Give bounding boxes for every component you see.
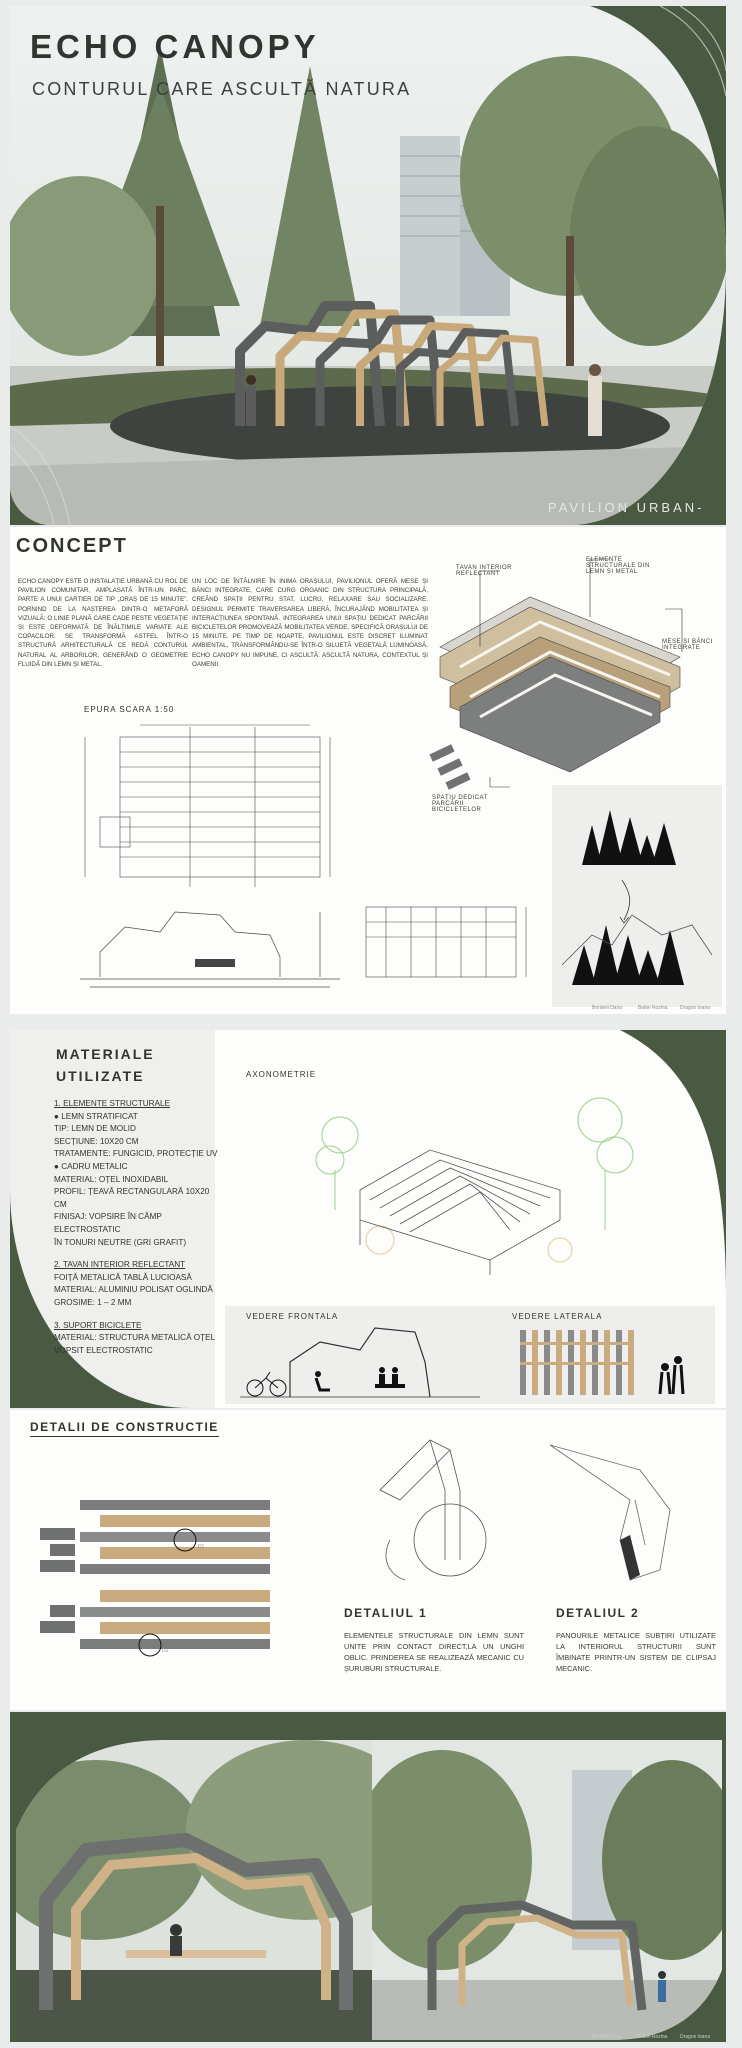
epura-elevation-drawing [356,887,536,997]
material-3-line-2: VOPSIT ELECTROSTATIC [54,1345,153,1355]
detail-1-drawing [360,1430,510,1590]
material-2-line-3: GROSIME: 1 – 2 MM [54,1297,132,1307]
render-left [16,1740,376,2040]
axonometrie-drawing [280,1080,700,1280]
vedere-laterala-drawing [510,1322,710,1402]
concept-exploded-diagram [420,537,710,807]
detail-1-text: ELEMENTELE STRUCTURALE DIN LEMN SUNT UNITE PRIN CONTACT DIRECT,LA UN UNGHI OBLIC. PRINDEREA SE REALIZEAZĂ MECANIC CU ȘURUBURI STRUCTURALE. [344,1631,524,1673]
material-2-line-2: MATERIAL: ALUMINIU POLISAT OGLINDĂ [54,1285,213,1295]
pavilion-tag: PAVILION URBAN- [548,500,705,515]
metaphor-box [552,785,722,1007]
detail-2-drawing [550,1440,690,1590]
callout-bikes: SPAȚIU DEDICAT PARCĂRII BICICLETELOR [432,795,488,813]
renders-panel [10,1712,726,2042]
material-1b-label: CADRU METALIC [61,1161,128,1171]
material-1b-line-3: FINISAJ: VOPSIRE ÎN CÂMP ELECTROSTATIC [54,1212,162,1234]
detail-2-title: DETALIUL 2 [556,1606,640,1620]
materiale-heading-2: UTILIZATE [56,1068,145,1084]
callout-ceiling: TAVAN INTERIOR REFLECTANT [456,565,513,577]
axonometrie-label: AXONOMETRIE [246,1070,317,1079]
signature-1: Bordeiii Daria [592,1005,623,1011]
render-right [372,1740,722,2040]
detail-marker-d2: D2 [162,1648,169,1654]
material-3-line-1: MATERIAL: STRUCTURA METALICĂ OȚEL [54,1333,216,1343]
epura-plan-drawing [80,717,380,897]
detail-2-text: PANOURILE METALICE SUBȚIRI UTILIZATE LA INTERIORUL STRUCTURII SUNT ÎMBINATE PRINTR-UN SISTEM DE CLIPSAJ MECANIC. [556,1631,716,1673]
concept-text-col2: UN LOC DE ÎNTÂLNIRE ÎN INIMA ORAȘULUI, PAVILIONUL OFERĂ MESE ȘI BĂNCI INTEGRATE, CARE CURG ORGANIC DIN STRUCTURA PRINCIPALĂ, CREÂND SPAȚII PENTRU STAT, LUCRU, RELAXARE SAU SOCIALIZARE. DESIGNUL PERMITE TRAVERSAREA LIBERĂ, ÎNCURAJÂND MOBILITATEA ȘI INTERACȚIUNEA SPONTANĂ. INTEGRAREA UNUI SPAȚIU DEDICAT PARCĂRII BICICLETELOR PROMOVEAZĂ MOBILITATEA VERDE, SPECIFICĂ ORAȘULUI DE 15 MINUTE. PE TIMP DE NOAPTE, PAVILIONUL ESTE DISCRET ILUMINAT AMBIENTAL, TRANSFORMÂNDU-SE ÎNTR-O SILUETĂ VEGETALĂ LUMINOASĂ. ECHO CANOPY NU IMPUNE, CI ASCULTĂ: ASCULTĂ NATURA, CONTEXTUL ȘI OAMENII. [192,578,428,668]
material-1b-line-2: PROFIL: ȚEAVĂ RECTANGULARĂ 10X20 CM [54,1187,210,1209]
material-1a-line-3: TRATAMENTE: FUNGICID, PROTECȚIE UV [54,1149,218,1159]
materials-list [54,1098,224,1357]
footer-signature-2: Baltei Rozina [638,2034,668,2040]
project-title: ECHO CANOPY [30,28,320,65]
vedere-frontala-label: VEDERE FRONTALA [246,1312,339,1321]
material-1b: ● CADRU METALIC [54,1161,128,1171]
footer-signature-3: Dragos Ioana [680,2034,711,2040]
material-1b-line-1: MATERIAL: OȚEL INOXIDABIL [54,1174,169,1184]
detalii-panel [10,1410,726,1710]
hero-panel [10,6,726,525]
vedere-laterala-label: VEDERE LATERALA [512,1312,603,1321]
material-1a-line-2: SECȚIUNE: 10X20 CM [54,1136,139,1146]
epura-label: EPURA SCARA 1:50 [84,705,175,714]
material-section-2: 2. TAVAN INTERIOR REFLECTANT [54,1260,186,1270]
signature-2: Baltei Rozina [638,1005,668,1011]
footer-signature-1: Bordeiii Daria [592,2034,623,2040]
forest-metaphor-drawing [552,785,722,1007]
callout-tables: MESE ȘI BĂNCI INTEGRATE [662,639,713,651]
material-1a-line-1: TIP: LEMN DE MOLID [54,1124,136,1134]
callout-elements: ELEMENTE STRUCTURALE DIN LEMN ȘI METAL [586,557,650,575]
materiale-heading-1: MATERIALE [56,1046,155,1062]
detalii-heading: DETALII DE CONSTRUCTIE [30,1420,219,1437]
concept-heading: CONCEPT [16,535,128,557]
material-1a-label: LEMN STRATIFICAT [61,1111,138,1121]
epura-section-drawing [80,907,350,997]
vedere-frontala-drawing [240,1322,480,1402]
material-1a: ● LEMN STRATIFICAT [54,1111,138,1121]
project-subtitle: CONTURUL CARE ASCULTĂ NATURA [32,79,412,99]
materiale-panel [10,1030,726,1408]
material-1b-line-4: ÎN TONURI NEUTRE (GRI GRAFIT) [54,1237,187,1247]
detail-plan-drawing [40,1480,300,1670]
detail-1-title: DETALIUL 1 [344,1606,428,1620]
material-2-line-1: FOIȚĂ METALICĂ TABLĂ LUCIOASĂ [54,1272,192,1282]
concept-text-col1: ECHO CANOPY ESTE O INSTALAȚIE URBANĂ CU ROL DE PAVILION COMUNITAR, AMPLASATĂ ÎNTR-UN PARC, PARTE A UNUI CARTIER DE TIP „ORAȘ DE 15 MINUTE”. PORNIND DE LA NAȘTEREA DINTR-O METAFORĂ VIZUALĂ: O LINIE PLANĂ CARE CADE PESTE VEGETAȚIE ȘI ESTE DEFORMATĂ DE ÎNĂLȚIMILE VARIATE ALE COPACILOR. SE TRANSFORMĂ ASTFEL ÎNTR-O STRUCTURĂ ARHITECTURALĂ CE REDĂ CONTURUL NATURAL AL ARBORILOR, GENERÂND O GEOMETRIE FLUIDĂ DIN LEMN ȘI METAL. [18,578,188,668]
material-section-3: 3. SUPORT BICICLETE [54,1320,142,1330]
concept-panel [10,527,726,1014]
detail-marker-d1: D1 [198,1544,205,1550]
signature-3: Dragos Ioana [680,1005,711,1011]
material-section-1: 1. ELEMENTE STRUCTURALE [54,1099,171,1108]
